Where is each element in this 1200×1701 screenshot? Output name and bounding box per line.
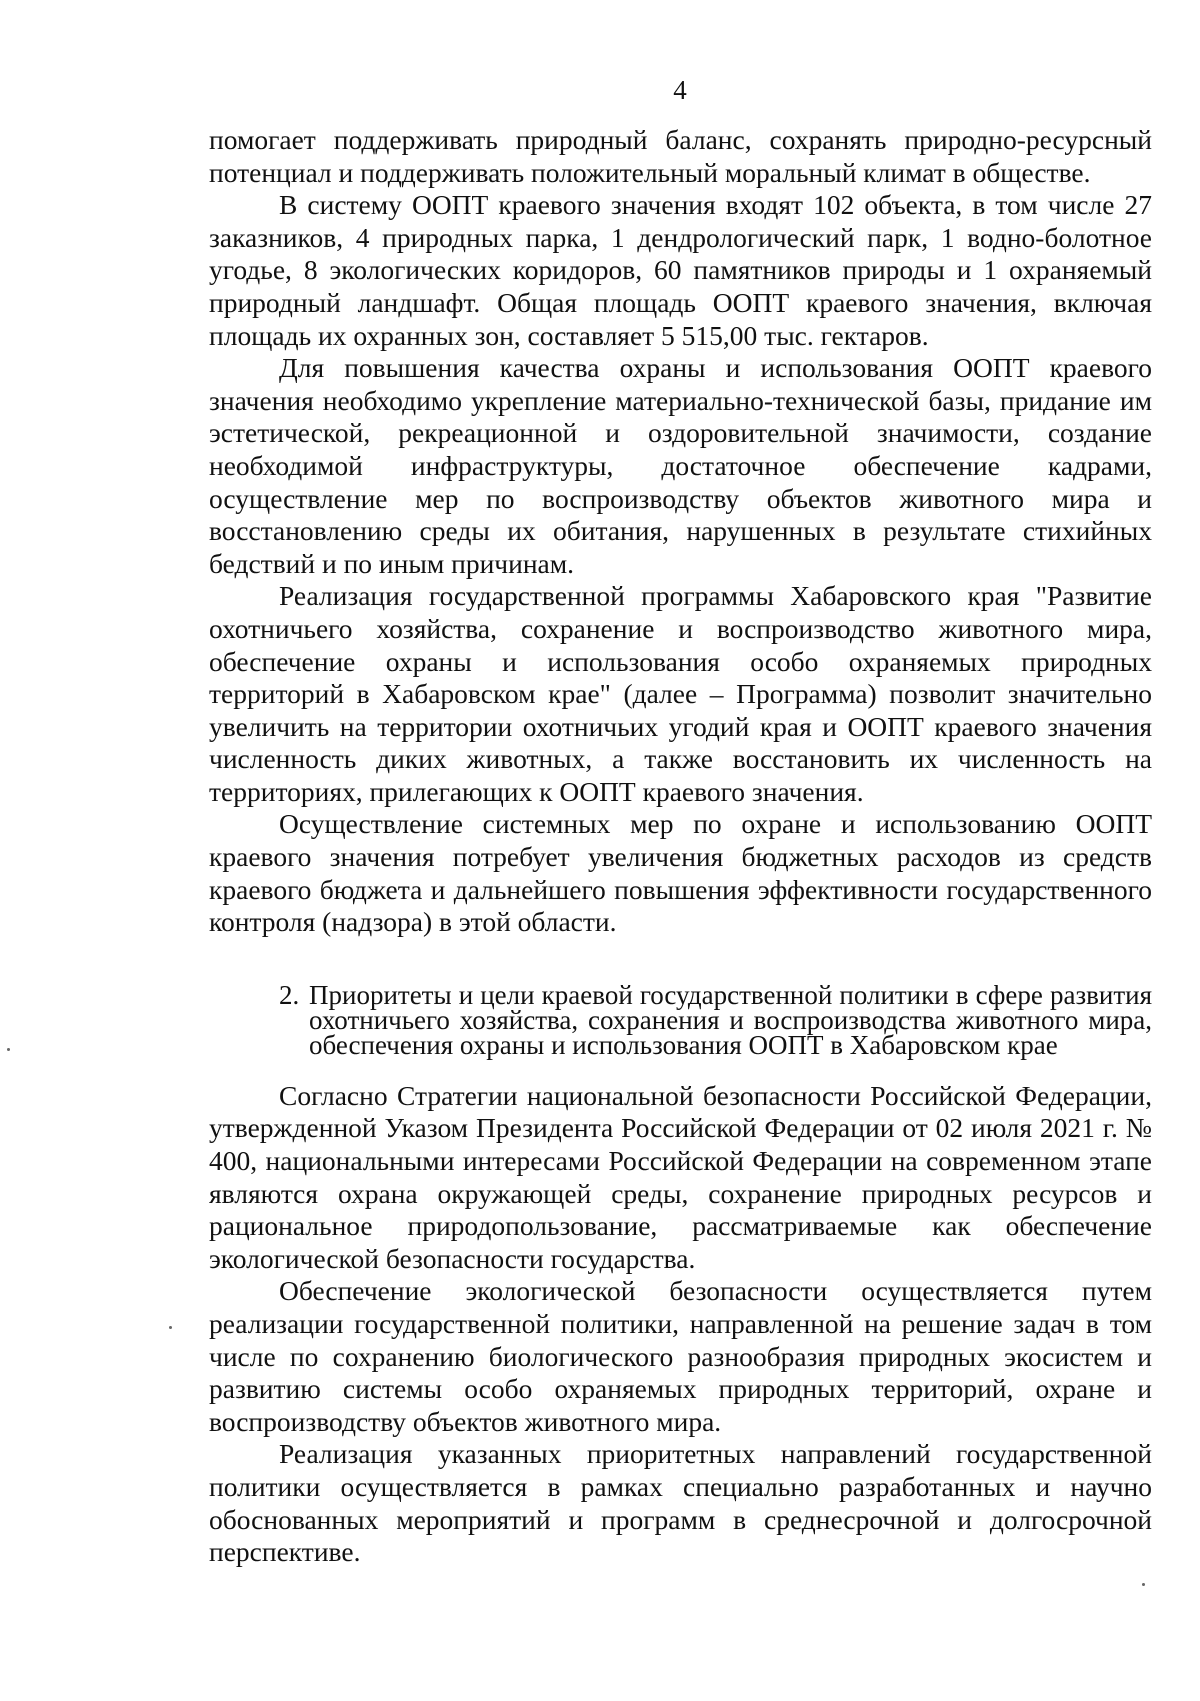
paragraph-priority-directions: Реализация указанных приоритетных направлений государственной политики осуществляется в рамках специально разработанных и научно обоснованных мероприятий и программ в среднесрочной и долгосрочной перспективе. (209, 1438, 1152, 1568)
paragraph-oopt-composition: В систему ООПТ краевого значения входят 102 объекта, в том числе 27 заказников, 4 природных парка, 1 дендрологический парк, 1 водно-болотное угодье, 8 экологических коридоров, 60 памятников природы и 1 охраняемый природный ландшафт. Общая площадь ООПТ краевого значения, включая площадь их охранных зон, составляет 5 515,00 тыс. гектаров. (209, 189, 1152, 351)
scan-speck (1142, 1583, 1145, 1586)
paragraph-systemic-measures: Осуществление системных мер по охране и использованию ООПТ краевого значения потребует увеличения бюджетных расходов из средств краевого бюджета и дальнейшего повышения эффективности государственного контроля (надзора) в этой области. (209, 808, 1152, 938)
page-number: 4 (673, 75, 687, 105)
section-number: 2. (279, 979, 300, 1010)
paragraph-oopt-quality: Для повышения качества охраны и использования ООПТ краевого значения необходимо укрепление материально-технической базы, придание им эстетической, рекреационной и оздоровительной значимости, создание необходимой инфраструктуры, достаточное обеспечение кадрами, осуществление мер по воспроизводству объектов животного мира и восстановлению среды их обитания, нарушенных в результате стихийных бедствий и по иным причинам. (209, 352, 1152, 579)
scan-speck (169, 1326, 172, 1329)
section-title: Приоритеты и цели краевой государственной политики в сфере развития охотничьего хозяйства, сохранения и воспроизводства животного мира, обеспечения охраны и использования ООПТ в Хабаровском крае (309, 979, 1152, 1060)
section-heading (209, 979, 1152, 1060)
paragraph-program-realization: Реализация государственной программы Хабаровского края "Развитие охотничьего хозяйства, сохранение и воспроизводство животного мира, обеспечение охраны и использования особо охраняемых природных территорий в Хабаровском крае" (далее – Программа) позволит значительно увеличить на территории охотничьих угодий края и ООПТ краевого значения численность диких животных, а также восстановить их численность на территориях, прилегающих к ООПТ краевого значения. (209, 580, 1152, 807)
scan-speck (7, 1048, 10, 1051)
paragraph-ecological-security: Обеспечение экологической безопасности осуществляется путем реализации государственной политики, направленной на решение задач в том числе по сохранению биологического разнообразия природных экосистем и развитию системы особо охраняемых природных территорий, охране и воспроизводству объектов животного мира. (209, 1275, 1152, 1437)
paragraph-security-strategy: Согласно Стратегии национальной безопасности Российской Федерации, утвержденной Указом Президента Российской Федерации от 02 июля 2021 г. № 400, национальными интересами Российской Федерации на современном этапе являются охрана окружающей среды, сохранение природных ресурсов и рациональное природопользование, рассматриваемые как обеспечение экологической безопасности государства. (209, 1079, 1152, 1274)
document-body (209, 124, 1152, 1569)
paragraph-continuation: помогает поддерживать природный баланс, сохранять природно-ресурсный потенциал и поддерживать положительный моральный климат в обществе. (209, 124, 1152, 188)
